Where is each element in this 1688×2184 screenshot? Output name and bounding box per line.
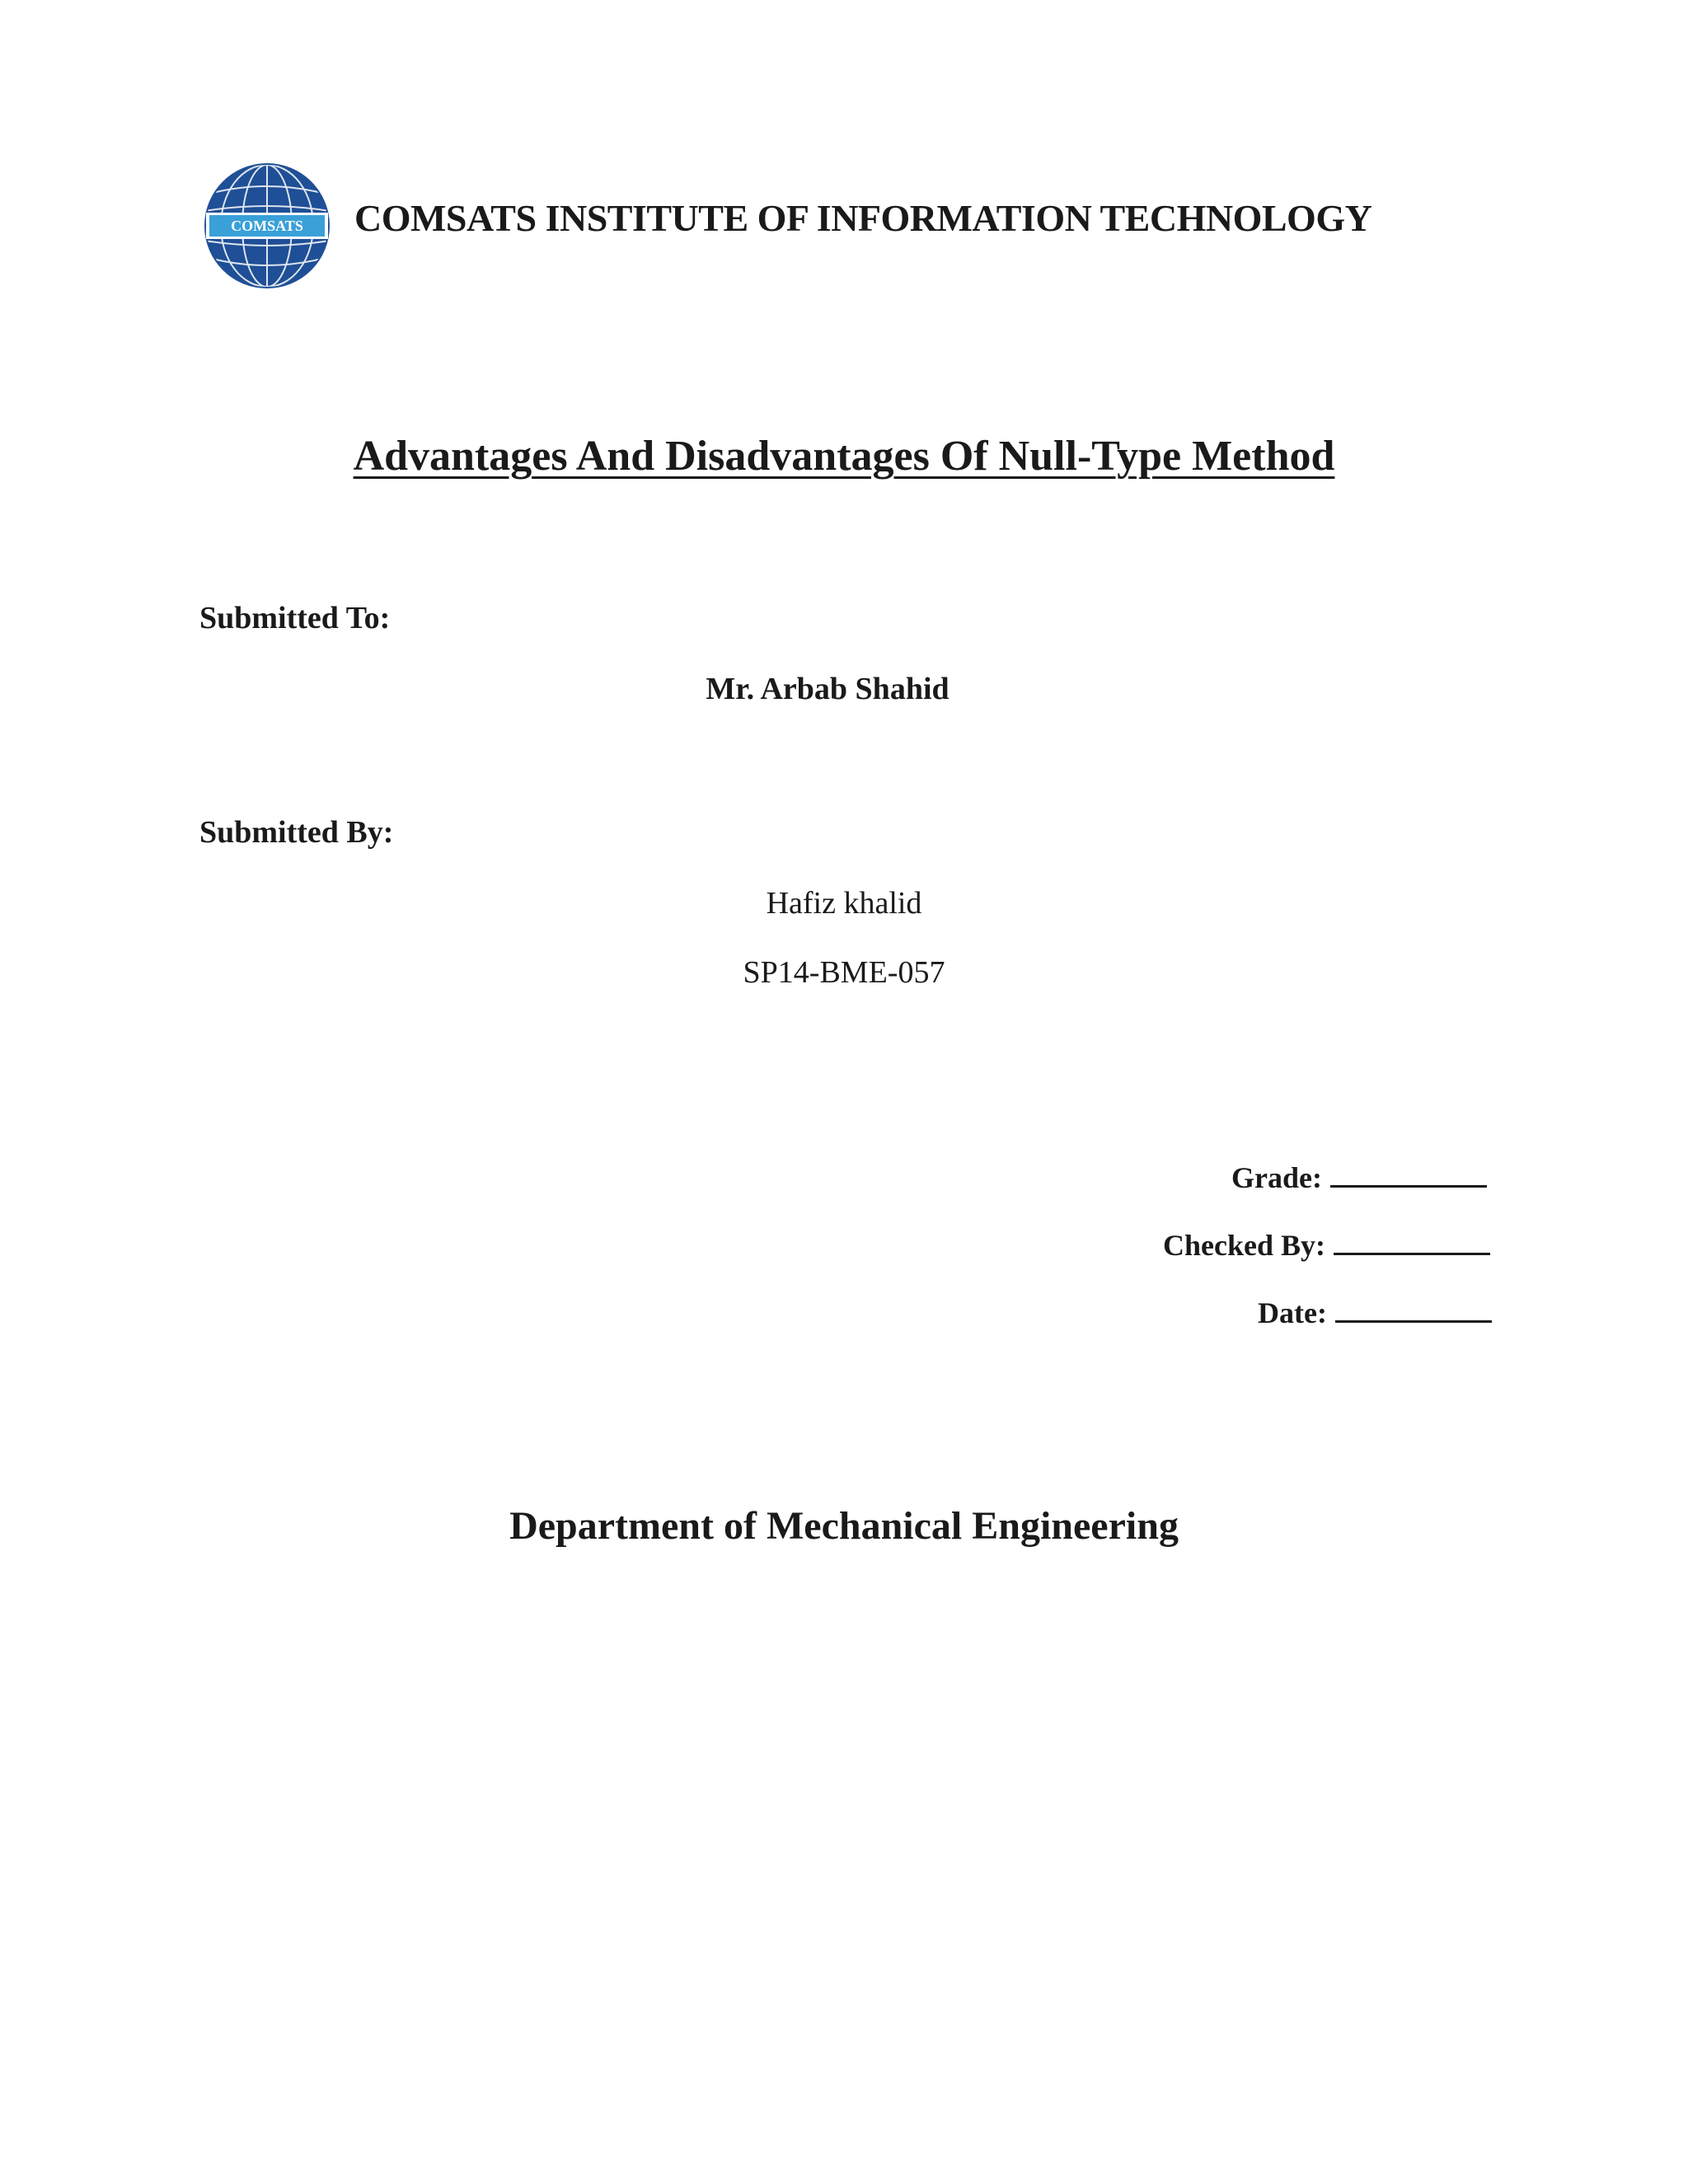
student-id: SP14-BME-057 <box>743 955 945 990</box>
document-title: Advantages And Disadvantages Of Null-Type Method <box>353 433 1335 480</box>
header-logo-wrap <box>203 162 331 290</box>
date-blank-line <box>1335 1296 1492 1323</box>
department-name: Department of Mechanical Engineering <box>509 1504 1179 1548</box>
comsats-logo <box>203 162 331 290</box>
supervisor-name: Mr. Arbab Shahid <box>706 672 950 706</box>
student-name: Hafiz khalid <box>766 886 922 921</box>
submitted-by-label: Submitted By: <box>199 815 394 850</box>
checked-by-label: Checked By: <box>1163 1229 1325 1262</box>
date-label: Date: <box>1258 1296 1327 1329</box>
logo-text: COMSATS <box>231 218 303 234</box>
institute-name: COMSATS INSTITUTE OF INFORMATION TECHNOLOGY <box>354 197 1372 239</box>
grade-row <box>1231 1160 1487 1195</box>
submitted-to-label: Submitted To: <box>199 601 391 635</box>
grade-label: Grade: <box>1231 1161 1322 1194</box>
checked-by-row <box>1163 1228 1490 1263</box>
date-row <box>1258 1296 1492 1330</box>
grade-blank-line <box>1330 1160 1487 1188</box>
checked-by-blank-line <box>1334 1228 1490 1255</box>
